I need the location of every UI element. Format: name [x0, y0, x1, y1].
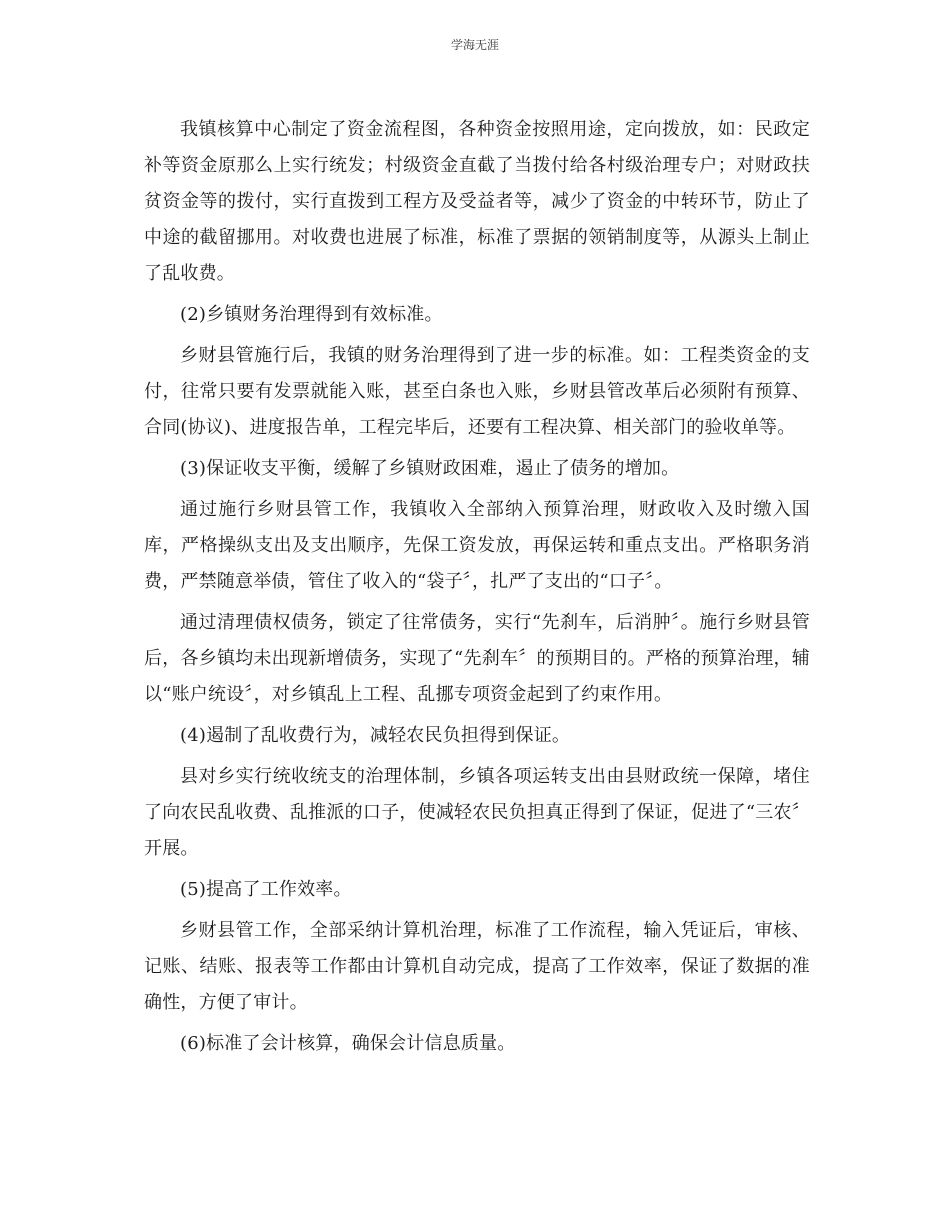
heading-item-2: (2)乡镇财务治理得到有效标准。	[180, 304, 443, 325]
paragraph-work-efficiency: 乡财县管工作，全部采纳计算机治理，标准了工作流程，输入凭证后，审核、记账、结账、报表等工作都由计算机自动完成，提高了工作效率，保证了数据的准确性，方便了审计。	[144, 920, 810, 1013]
heading-item-4: (4)遏制了乱收费行为，减轻农民负担得到保证。	[180, 725, 571, 746]
heading-item-5: (5)提高了工作效率。	[180, 879, 352, 900]
paragraph-debt-clearing: 通过清理债权债务，锁定了往常债务，实行“先刹车，后消肿〞。施行乡财县管后，各乡镇均未出现新增债务，实现了“先刹车〞的预期目的。严格的预算治理，辅以“账户统设〞，对乡镇乱上工程、乱挪专项资金起到了约束作用。	[144, 612, 810, 705]
heading-item-6: (6)标准了会计核算，确保会计信息质量。	[180, 1033, 516, 1054]
page-header: 学海无涯	[450, 38, 499, 52]
paragraph-budget-management: 通过施行乡财县管工作，我镇收入全部纳入预算治理，财政收入及时缴入国库，严格操纵支出及支出顺序，先保工资发放，再保运转和重点支出。严格职务消费，严禁随意举债，管住了收入的“袋子〞，扎严了支出的“口子〞。	[144, 499, 810, 592]
paragraph-farmer-burden: 县对乡实行统收统支的治理体制，乡镇各项运转支出由县财政统一保障，堵住了向农民乱收费、乱推派的口子，使减轻农民负担真正得到了保证，促进了“三农〞开展。	[144, 766, 810, 859]
heading-item-3: (3)保证收支平衡，缓解了乡镇财政困难，遏止了债务的增加。	[180, 458, 680, 479]
paragraph-fund-flow: 我镇核算中心制定了资金流程图，各种资金按照用途，定向拨放，如：民政定补等资金原那么上实行统发；村级资金直截了当拨付给各村级治理专户；对财政扶贫资金等的拨付，实行直拨到工程方及受益者等，减少了资金的中转环节，防止了中途的截留挪用。对收费也进展了标准，标准了票据的领销制度等，从源头上制止了乱收费。	[144, 119, 810, 284]
paragraph-financial-standard: 乡财县管施行后，我镇的财务治理得到了进一步的标准。如：工程类资金的支付，往常只要有发票就能入账，甚至白条也入账，乡财县管改革后必须附有预算、合同(协议)、进度报告单，工程完毕后，还要有工程决算、相关部门的验收单等。	[144, 345, 810, 438]
document-body	[144, 112, 810, 1067]
